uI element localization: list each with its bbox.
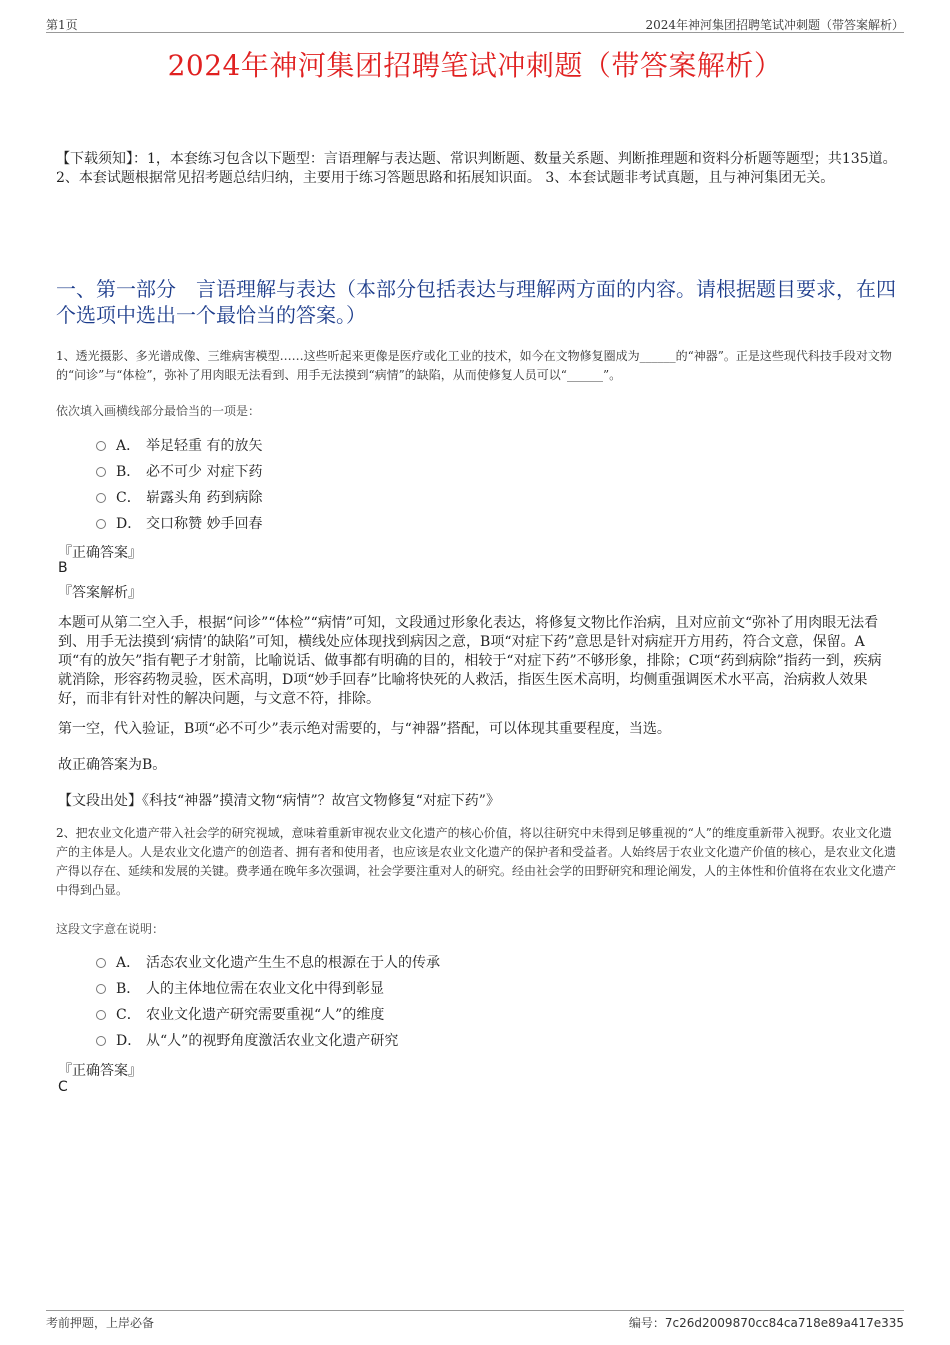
option-a[interactable]: A． 活态农业文化遗产生生不息的根源在于人的传承 <box>96 950 440 976</box>
answer-label: 『正确答案』 <box>58 1063 142 1079</box>
page-header <box>46 14 904 33</box>
section-title: 一、第一部分 言语理解与表达（本部分包括表达与理解两方面的内容。请根据题目要求，在四个选项中选出一个最恰当的答案。） <box>56 277 896 327</box>
radio-icon[interactable] <box>96 441 106 451</box>
option-b[interactable]: B． 人的主体地位需在农业文化中得到彰显 <box>96 976 440 1002</box>
radio-icon[interactable] <box>96 958 106 968</box>
radio-icon[interactable] <box>96 519 106 529</box>
radio-icon[interactable] <box>96 1010 106 1020</box>
analysis-label: 『答案解析』 <box>58 585 142 601</box>
option-d[interactable]: D． 交口称赞 妙手回春 <box>96 511 262 537</box>
option-d[interactable]: D． 从“人”的视野角度激活农业文化遗产研究 <box>96 1028 440 1054</box>
answer-value: B <box>58 560 68 576</box>
question-1-stem: 1、透光摄影、多光谱成像、三维病害模型……这些听起来更像是医疗或化工业的技术，如今在文物修复圈成为______的“神器”。正是这些现代科技手段对文物的“问诊”与“体检”，弥补了用肉眼无法看到、用手无法摸到“病情”的缺陷，从而使修复人员可以“______”。 <box>56 349 892 382</box>
option-c[interactable]: C． 崭露头角 药到病除 <box>96 485 262 511</box>
page-number: 第1页 <box>46 18 78 32</box>
radio-icon[interactable] <box>96 984 106 994</box>
answer-value: C <box>58 1079 68 1095</box>
document-title: 2024年神河集团招聘笔试冲刺题（带答案解析） <box>167 49 783 82</box>
option-c[interactable]: C． 农业文化遗产研究需要重视“人”的维度 <box>96 1002 440 1028</box>
question-2-options <box>96 950 440 1054</box>
radio-icon[interactable] <box>96 493 106 503</box>
footer-slogan: 考前押题，上岸必备 <box>46 1316 155 1330</box>
passage-source: 【文段出处】《科技“神器”摸清文物“病情”？故宫文物修复“对症下药”》 <box>58 793 500 809</box>
question-2-prompt: 这段文字意在说明： <box>56 922 165 936</box>
question-2-stem: 2、把农业文化遗产带入社会学的研究视域，意味着重新审视农业文化遗产的核心价值，将以往研究中未得到足够重视的“人”的维度重新带入视野。农业文化遗产的主体是人。人是农业文化遗产的创造者、拥有者和使用者，也应该是农业文化遗产的保护者和受益者。人始终居于农业文化遗产价值的核心，是农业文化遗产得以存在、延续和发展的关键。费孝通在晚年多次强调，社会学要注重对人的研究。经由社会学的田野研究和理论阐发，人的主体性和价值将在农业文化遗产中得到凸显。 <box>56 826 897 897</box>
page-footer <box>46 1310 904 1331</box>
answer-label: 『正确答案』 <box>58 545 142 561</box>
question-1-options <box>96 433 262 537</box>
analysis-paragraph: 本题可从第二空入手，根据“问诊”“体检”“病情”可知，文段通过形象化表达，将修复文物比作治病，且对应前文“弥补了用肉眼无法看到、用手无法摸到‘病情’的缺陷”可知，横线处应体现找到病因之意，B项“对症下药”意思是针对病症开方用药，符合文意，保留。A项“有的放矢”指有靶子才射箭，比喻说话、做事都有明确的目的，相较于“对症下药”不够形象，排除；C项“药到病除”指药一到，疾病就消除，形容药物灵验，医术高明，D项“妙手回春”比喻将快死的人救活，指医生医术高明，均侧重强调医术水平高，治病救人效果好，而非有针对性的解决问题，与文意不符，排除。 <box>58 615 882 707</box>
analysis-paragraph: 故正确答案为B。 <box>58 757 167 773</box>
download-notice: 【下载须知】：1，本套练习包含以下题型：言语理解与表达题、常识判断题、数量关系题、判断推理题和资料分析题等题型；共135道。 2、本套试题根据常见招考题总结归纳，主要用于练习答题思路和拓展知识面。 3、本套试题非考试真题，且与神河集团无关。 <box>56 151 897 186</box>
radio-icon[interactable] <box>96 467 106 477</box>
option-a[interactable]: A． 举足轻重 有的放矢 <box>96 433 262 459</box>
analysis-paragraph: 第一空，代入验证，B项“必不可少”表示绝对需要的，与“神器”搭配，可以体现其重要程度，当选。 <box>58 721 671 737</box>
header-doc-title: 2024年神河集团招聘笔试冲刺题（带答案解析） <box>645 18 904 32</box>
question-1-prompt: 依次填入画横线部分最恰当的一项是： <box>56 404 261 418</box>
option-b[interactable]: B． 必不可少 对症下药 <box>96 459 262 485</box>
document-code: 编号：7c26d2009870cc84ca718e89a417e335 <box>628 1316 904 1330</box>
radio-icon[interactable] <box>96 1036 106 1046</box>
